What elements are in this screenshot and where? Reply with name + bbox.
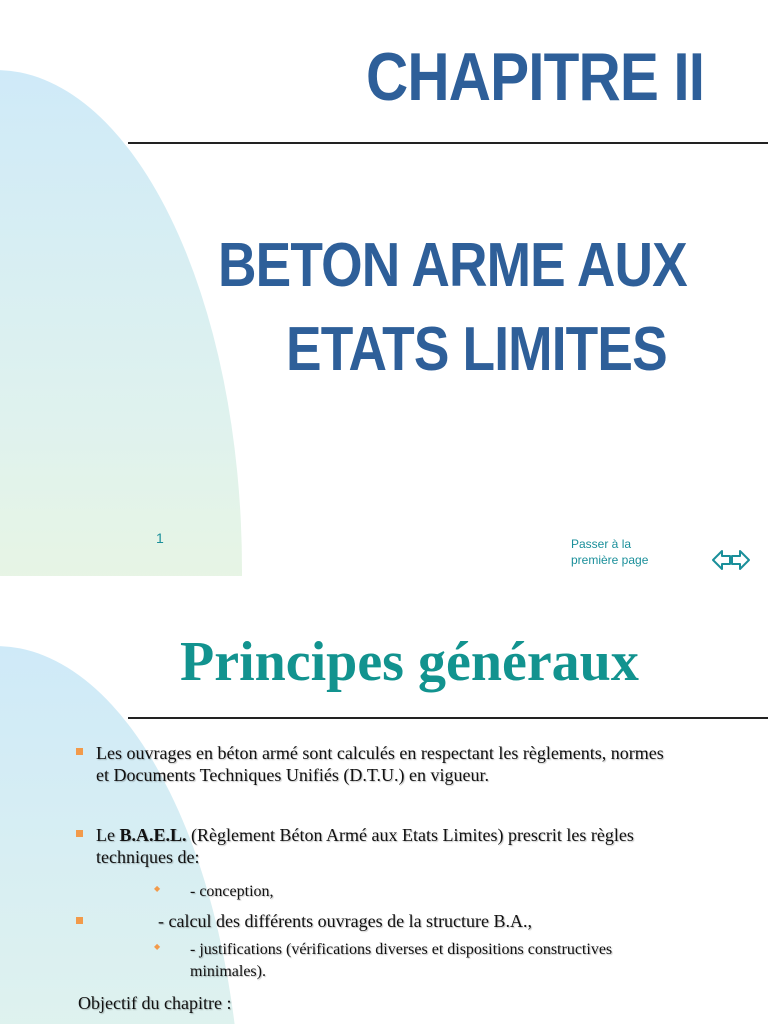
divider-line [128,142,768,144]
bullet-icon [76,917,83,924]
divider-line [128,717,768,719]
bullet-rest: (Règlement Béton Armé aux Etats Limites) prescrit les règles techniques de: [96,825,634,867]
back-forward-arrows-icon[interactable] [711,547,751,573]
slide-title-line-2: ETATS LIMITES [286,315,667,384]
chapter-heading: CHAPITRE II [366,39,705,115]
page-number: 1 [156,530,164,546]
objective-label: Objectif du chapitre : [78,993,232,1013]
bullet-prefix: Le [96,825,120,845]
bael-abbreviation: B.A.E.L. [119,825,187,845]
decorative-gradient-arc [0,70,242,576]
bullet-text: - calcul des différents ouvrages de la structure B.A., [158,911,533,931]
bullet-icon [76,748,83,755]
sub-bullet-text: - justifications (vérifications diverses et dispositions constructives minimales). [190,941,613,980]
sub-bullet-icon: ◆ [154,884,161,893]
first-page-link[interactable]: Passer à la première page [571,537,649,567]
bullet-text: Les ouvrages en béton armé sont calculés en respectant les règlements, normes et Documents Techniques Unifiés (D.T.U.) en vigueur. [96,743,664,785]
slide-title: Principes généraux [180,631,639,693]
sub-bullet-text: - conception, [190,883,274,900]
sub-bullet-icon: ◆ [154,942,161,951]
slide-title-line-1: BETON ARME AUX [218,231,687,300]
content-slide [0,576,768,1024]
bullet-text [96,824,676,868]
bullet-icon [76,830,83,837]
